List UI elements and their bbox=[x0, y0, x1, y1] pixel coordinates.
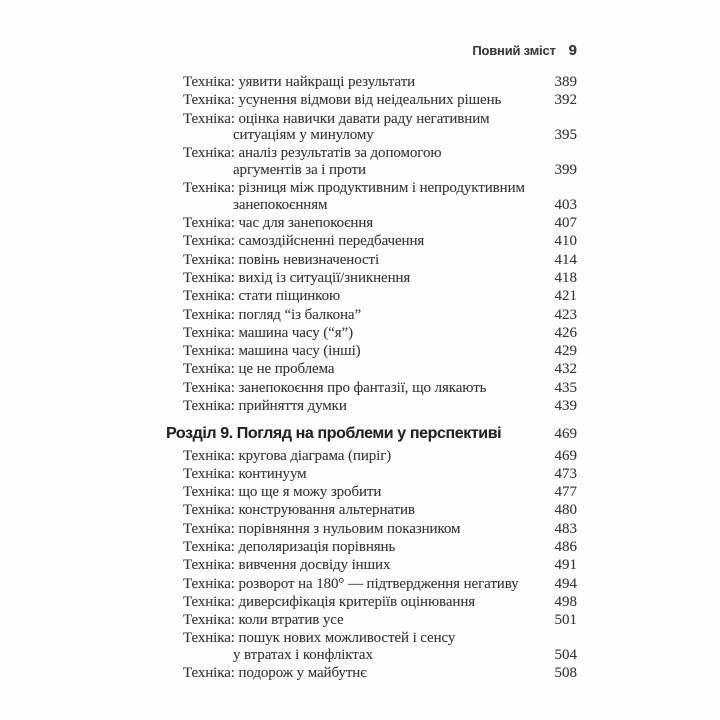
toc-entry-line: Техніка: це не проблема bbox=[183, 361, 335, 378]
toc-entry-page-number: 483 bbox=[554, 520, 577, 537]
toc-entry-title bbox=[183, 466, 547, 483]
toc-entry bbox=[183, 484, 577, 501]
toc-entry-page-number: 432 bbox=[554, 361, 577, 378]
toc-entry-line: ситуаціям у минулому bbox=[233, 127, 374, 144]
toc-entry-line: Техніка: прийняття думки bbox=[183, 398, 347, 414]
toc-entry bbox=[183, 252, 577, 269]
toc-entry bbox=[183, 180, 577, 213]
toc-entry-line: Техніка: оцінка навички давати раду негативним bbox=[183, 110, 490, 127]
toc-section-heading-page-number: 469 bbox=[554, 425, 577, 442]
toc-entry-line: Техніка: порівняння з нульовим показником bbox=[183, 520, 461, 537]
toc-entry-line: Техніка: конструювання альтернатив bbox=[183, 502, 415, 519]
toc-entry bbox=[183, 325, 577, 342]
toc-entry-title bbox=[183, 74, 547, 91]
toc-entry-line: Техніка: аналіз результатів за допомогою bbox=[183, 145, 442, 162]
toc-entry-title bbox=[183, 288, 547, 305]
page-content bbox=[166, 42, 577, 684]
toc-entry-page-number: 418 bbox=[554, 270, 577, 287]
toc-entry-page-number: 421 bbox=[554, 288, 577, 305]
toc-entry-page-number: 486 bbox=[554, 539, 577, 555]
toc-group bbox=[166, 424, 577, 682]
toc-entry-line: Техніка: машина часу (“я”) bbox=[183, 324, 353, 341]
toc-entry-page-number: 403 bbox=[554, 196, 577, 213]
toc-entry-title bbox=[183, 576, 547, 593]
toc-entry-line: Техніка: подорож у майбутнє bbox=[183, 665, 367, 682]
toc-entry-line: аргументів за і проти bbox=[233, 162, 366, 179]
toc-entry-line: Техніка: уявити найкращі результати bbox=[183, 74, 416, 90]
toc-entry-title bbox=[183, 594, 547, 611]
toc-entry-page-number: 480 bbox=[554, 502, 577, 519]
toc-entry-line: Техніка: розворот на 180° — підтвердження негативу bbox=[183, 575, 519, 592]
toc-entry-page-number: 494 bbox=[554, 575, 577, 592]
toc-entry-title bbox=[183, 557, 547, 574]
toc-entry-title bbox=[183, 630, 547, 663]
toc-entry-page-number: 504 bbox=[554, 647, 577, 663]
toc-entry bbox=[183, 630, 577, 663]
toc-entry-line: Техніка: диверсифікація критеріїв оцінювання bbox=[183, 593, 476, 610]
toc-entry bbox=[183, 74, 577, 91]
toc bbox=[166, 74, 577, 682]
toc-entry-title bbox=[183, 145, 547, 178]
toc-entry-line: Техніка: кругова діаграма (пиріг) bbox=[183, 447, 392, 464]
page-number: 9 bbox=[568, 42, 577, 59]
toc-entry-page-number: 399 bbox=[554, 162, 577, 179]
toc-entry-page-number: 439 bbox=[554, 398, 577, 414]
toc-entry-title bbox=[183, 111, 547, 144]
toc-entry-title bbox=[183, 233, 547, 250]
toc-entry-title bbox=[183, 361, 547, 378]
toc-entry bbox=[183, 398, 577, 415]
toc-entry-line: Техніка: деполяризація порівнянь bbox=[183, 539, 396, 555]
toc-entry bbox=[183, 448, 577, 465]
toc-entry-line: Техніка: машина часу (інші) bbox=[183, 343, 361, 360]
toc-entry-line: Техніка: стати піщинкою bbox=[183, 288, 341, 305]
toc-entry-line: Техніка: коли втратив усе bbox=[183, 612, 344, 629]
toc-entry bbox=[183, 270, 577, 287]
toc-entry-line: Техніка: вивчення досвіду інших bbox=[183, 557, 391, 574]
toc-entry-line: Техніка: вихід із ситуації/зникнення bbox=[183, 270, 411, 287]
toc-entry-page-number: 389 bbox=[554, 74, 577, 90]
running-head bbox=[166, 42, 577, 59]
toc-entry-title bbox=[183, 270, 547, 287]
toc-entry-title bbox=[183, 380, 547, 397]
toc-entry-page-number: 429 bbox=[554, 343, 577, 360]
toc-group bbox=[166, 74, 577, 415]
toc-entry bbox=[183, 521, 577, 538]
toc-entry bbox=[183, 215, 577, 232]
toc-entry-page-number: 423 bbox=[554, 306, 577, 323]
toc-entry-page-number: 508 bbox=[554, 665, 577, 682]
toc-entry-title bbox=[183, 665, 547, 682]
toc-entry-page-number: 473 bbox=[554, 465, 577, 482]
toc-entry bbox=[183, 343, 577, 360]
toc-entry-title bbox=[183, 448, 547, 465]
toc-entry bbox=[183, 233, 577, 250]
toc-entry-page-number: 395 bbox=[554, 127, 577, 144]
toc-entry-title bbox=[183, 484, 547, 501]
toc-entry-page-number: 501 bbox=[554, 612, 577, 629]
toc-entry-line: Техніка: що ще я можу зробити bbox=[183, 484, 382, 501]
toc-entry-title bbox=[183, 252, 547, 269]
toc-entry bbox=[183, 288, 577, 305]
toc-entry bbox=[183, 502, 577, 519]
toc-entry-title bbox=[183, 502, 547, 519]
toc-entry-page-number: 498 bbox=[554, 593, 577, 610]
toc-section-heading-label: Розділ 9. Погляд на проблеми у перспективі bbox=[166, 424, 502, 442]
toc-entry-title bbox=[183, 92, 547, 109]
toc-entry-title bbox=[183, 539, 547, 556]
toc-entry-line: Техніка: занепокоєння про фантазії, що лякають bbox=[183, 379, 487, 396]
toc-entry-title bbox=[183, 612, 547, 629]
toc-entry-page-number: 491 bbox=[554, 557, 577, 574]
toc-entry-line: Техніка: самоздійсненні передбачення bbox=[183, 233, 425, 250]
toc-entry-line: занепокоєнням bbox=[233, 196, 328, 213]
toc-entry-page-number: 407 bbox=[554, 215, 577, 232]
toc-entry bbox=[183, 665, 577, 682]
toc-entry bbox=[183, 539, 577, 556]
running-head-title: Повний зміст bbox=[472, 43, 556, 58]
toc-entry bbox=[183, 466, 577, 483]
toc-entry-line: Техніка: усунення відмови від неідеальних рішень bbox=[183, 92, 502, 109]
toc-entry bbox=[183, 145, 577, 178]
toc-entry bbox=[183, 111, 577, 144]
toc-entry bbox=[183, 557, 577, 574]
toc-entry bbox=[183, 594, 577, 611]
toc-entry bbox=[183, 380, 577, 397]
toc-section-heading bbox=[166, 424, 577, 443]
toc-entry-line: Техніка: час для занепокоєння bbox=[183, 215, 374, 232]
toc-entry-page-number: 477 bbox=[554, 484, 577, 501]
toc-entry-line: Техніка: континуум bbox=[183, 465, 307, 482]
toc-entry-title bbox=[183, 343, 547, 360]
toc-entry-title bbox=[183, 398, 547, 415]
toc-entry-page-number: 435 bbox=[554, 379, 577, 396]
toc-entry bbox=[183, 576, 577, 593]
toc-entry-line: у втратах і конфліктах bbox=[233, 647, 373, 663]
toc-entry-title bbox=[183, 215, 547, 232]
toc-entry-page-number: 426 bbox=[554, 324, 577, 341]
toc-entry-page-number: 414 bbox=[554, 251, 577, 268]
toc-entry-page-number: 469 bbox=[554, 447, 577, 464]
toc-entry-line: Техніка: різниця між продуктивним і непродуктивним bbox=[183, 180, 525, 197]
toc-entry-page-number: 392 bbox=[554, 92, 577, 109]
toc-entry-line: Техніка: повінь невизначеності bbox=[183, 251, 380, 268]
toc-entry bbox=[183, 361, 577, 378]
toc-entry-page-number: 410 bbox=[554, 233, 577, 250]
toc-entry-title bbox=[183, 521, 547, 538]
toc-entry-line: Техніка: пошук нових можливостей і сенсу bbox=[183, 630, 456, 647]
toc-entry-line: Техніка: погляд “із балкона” bbox=[183, 306, 362, 323]
toc-entry-title bbox=[183, 307, 547, 324]
toc-entry bbox=[183, 612, 577, 629]
toc-entry-title bbox=[183, 325, 547, 342]
toc-entry-title bbox=[183, 180, 547, 213]
toc-entry bbox=[183, 92, 577, 109]
toc-entry bbox=[183, 307, 577, 324]
